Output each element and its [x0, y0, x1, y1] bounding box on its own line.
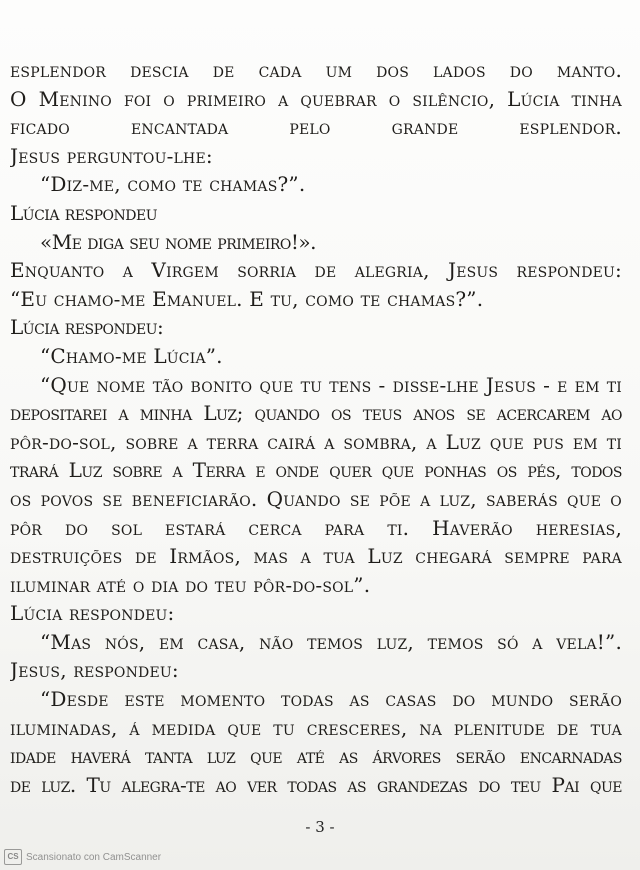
text-line: “Diz-me, como te chamas?”. [40, 172, 306, 197]
text-line: ficado encantada pelo grande esplendor. [10, 115, 622, 140]
body-text [10, 56, 622, 799]
text-line: Jesus perguntou-lhe: [10, 143, 213, 168]
text-line: pôr do sol estará cerca para ti. Haverão heresias, [10, 515, 622, 540]
text-line: «Me diga seu nome primeiro!». [40, 229, 317, 254]
text-line: iluminar até o dia do teu pôr-do-sol”. [10, 572, 371, 597]
text-line: Lúcia respondeu [10, 200, 158, 225]
text-line: Lúcia respondeu: [10, 601, 175, 626]
text-line: os povos se beneficiarão. Quando se põe a luz, saberás que o [10, 486, 622, 511]
text-line: Lúcia respondeu: [10, 315, 164, 340]
camscanner-logo-icon: CS [4, 849, 22, 865]
scanner-watermark [4, 848, 161, 866]
text-line: “Que nome tão bonito que tu tens - disse-lhe Jesus - e em ti [40, 372, 622, 397]
text-line: “Chamo-me Lúcia”. [40, 343, 223, 368]
text-line: pôr-do-sol, sobre a terra cairá a sombra, a Luz que pus em ti [10, 429, 622, 454]
watermark-text: Scansionato con CamScanner [26, 851, 162, 863]
text-line: de luz. Tu alegra-te ao ver todas as grandezas do teu Pai que [10, 772, 622, 797]
text-line: iluminadas, á medida que tu cresceres, na plenitude de tua [10, 715, 622, 740]
text-line: depositarei a minha Luz; quando os teus anos se acercarem ao [10, 401, 622, 426]
text-line: Jesus, respondeu: [10, 658, 179, 683]
text-line: “Eu chamo-me Emanuel. E tu, como te chamas?”. [10, 286, 484, 311]
text-line: trará Luz sobre a Terra e onde quer que ponhas os pés, todos [10, 458, 622, 483]
text-line: destruições de Irmãos, mas a tua Luz chegará sempre para [10, 544, 622, 569]
text-line: “Mas nós, em casa, não temos luz, temos só a vela!”. [40, 629, 622, 654]
text-line: O Menino foi o primeiro a quebrar o silêncio, Lúcia tinha [10, 86, 622, 111]
page-number: - 3 - [305, 818, 335, 836]
text-line: esplendor descia de cada um dos lados do manto. [10, 58, 622, 82]
text-line: Enquanto a Virgem sorria de alegria, Jesus respondeu: [10, 258, 622, 283]
text-line: idade haverá tanta luz que até as árvores serão encarnadas [10, 744, 622, 769]
text-line: “Desde este momento todas as casas do mundo serão [40, 687, 622, 712]
